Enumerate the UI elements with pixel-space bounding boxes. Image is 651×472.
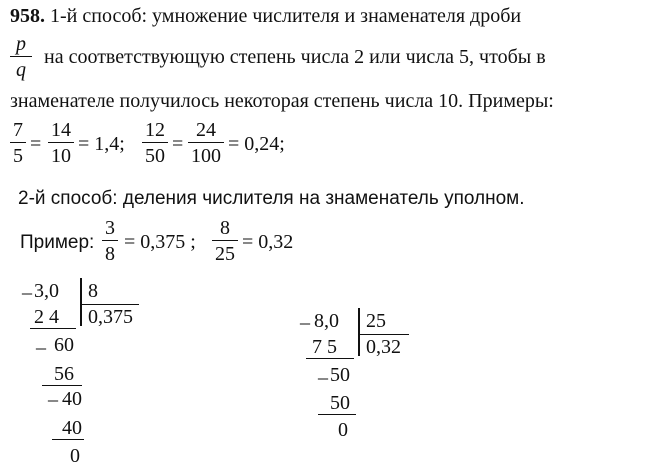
remainder-row: 60 <box>54 334 74 356</box>
subtraction-line <box>52 439 84 440</box>
result-0-375: = 0,375 ; <box>124 231 196 253</box>
fraction-24-100 <box>188 120 224 166</box>
fraction-numerator: 12 <box>145 119 165 141</box>
quotient: 0,32 <box>366 336 401 358</box>
fraction-denominator: 5 <box>13 145 23 167</box>
result-0-32: = 0,32 <box>242 231 294 253</box>
equals-sign: = <box>30 133 42 155</box>
final-remainder: 0 <box>70 445 80 467</box>
remainder-row: 50 <box>330 364 350 386</box>
fraction-14-10 <box>48 120 74 166</box>
fraction-3-8 <box>102 218 118 264</box>
subtrahend: 2 4 <box>34 306 59 328</box>
problem-number: 958. <box>10 5 45 27</box>
remainder-row: 40 <box>62 417 82 439</box>
fraction-8-25 <box>212 218 238 264</box>
minus-sign: _ <box>300 305 310 327</box>
equals-sign: = <box>172 133 184 155</box>
division-vertical-line <box>358 308 360 356</box>
minus-sign: _ <box>48 382 58 404</box>
method1-text: 1-й способ: умножение числителя и знаменателя дроби <box>50 5 522 27</box>
division-vertical-line <box>80 278 82 326</box>
fraction-p-q <box>10 34 32 80</box>
fraction-numerator: 14 <box>51 119 71 141</box>
fraction-denominator: 25 <box>215 243 235 265</box>
fraction-numerator: 7 <box>13 119 23 141</box>
final-remainder: 0 <box>338 419 348 441</box>
fraction-denominator: 8 <box>105 243 115 265</box>
fraction-numerator: p <box>16 33 26 55</box>
fraction-bar <box>142 142 168 143</box>
dividend: 3,0 <box>34 280 59 302</box>
fraction-numerator: 3 <box>105 217 115 239</box>
fraction-bar <box>188 142 224 143</box>
method2-title: 2-й способ: деления числителя на знаменатель уполном. <box>18 188 525 209</box>
subtrahend: 7 5 <box>312 336 337 358</box>
fraction-bar <box>102 240 118 241</box>
fraction-bar <box>10 142 26 143</box>
fraction-12-50 <box>142 120 168 166</box>
fraction-denominator: 10 <box>51 145 71 167</box>
minus-sign: _ <box>36 330 46 352</box>
subtraction-line <box>318 414 356 415</box>
subtraction-line <box>306 358 354 359</box>
fraction-bar <box>48 142 74 143</box>
dividend: 8,0 <box>314 310 339 332</box>
remainder-row: 40 <box>62 388 82 410</box>
method1-line2: на соответствующую степень числа 2 или числа 5, чтобы в <box>44 46 546 68</box>
fraction-numerator: 24 <box>196 119 216 141</box>
remainder-row: 56 <box>54 363 74 385</box>
fraction-bar <box>212 240 238 241</box>
remainder-row: 50 <box>330 392 350 414</box>
fraction-denominator: 100 <box>191 145 221 167</box>
method1-line3: знаменателе получилось некоторая степень числа 10. Примеры: <box>10 90 554 112</box>
example-label: Пример: <box>20 232 95 253</box>
fraction-7-5 <box>10 120 26 166</box>
quotient: 0,375 <box>88 306 133 328</box>
result-0-24: = 0,24; <box>228 133 285 155</box>
divisor: 8 <box>88 280 98 302</box>
minus-sign: _ <box>22 275 32 297</box>
fraction-denominator: q <box>16 59 26 81</box>
fraction-bar <box>10 56 32 57</box>
minus-sign: _ <box>318 360 328 382</box>
result-1-4: = 1,4; <box>78 133 125 155</box>
fraction-denominator: 50 <box>145 145 165 167</box>
divisor: 25 <box>366 310 386 332</box>
problem-header <box>10 6 521 26</box>
fraction-numerator: 8 <box>220 217 230 239</box>
